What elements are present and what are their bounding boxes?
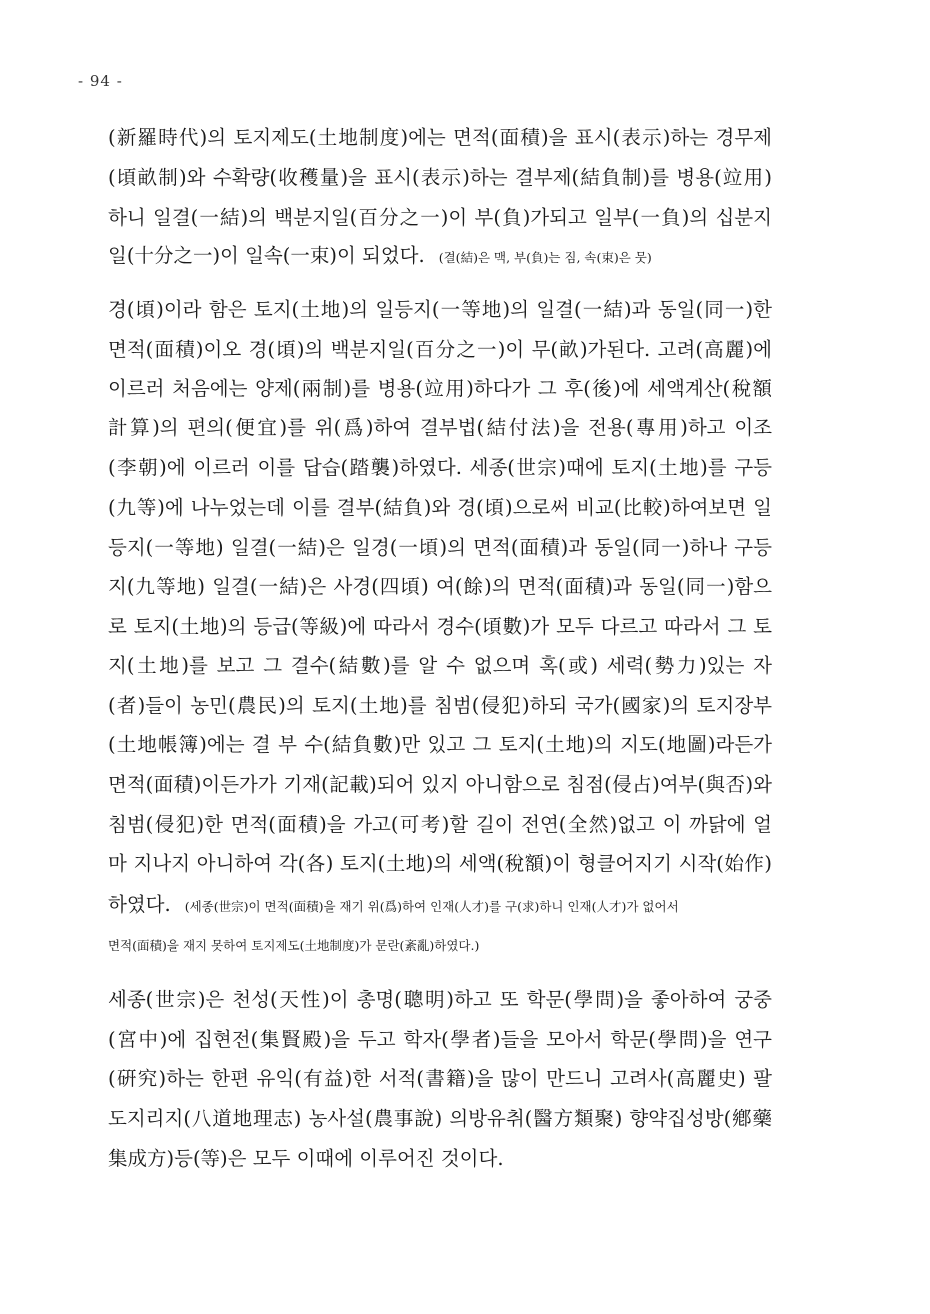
paragraph-3-line: 集成方)등(等)은 모두 이때에 이루어진 것이다. — [108, 1147, 504, 1170]
page-number: - 94 - — [78, 72, 123, 90]
paragraph-2-line: 計算)의 편의(便宜)를 위(爲)하여 결부법(結付法)을 전용(專用)하고 이조 — [108, 416, 772, 439]
paragraph-3-line: 도지리지(八道地理志) 농사설(農事說) 의방유취(醫方類聚) 향약집성방(鄕藥 — [108, 1107, 772, 1130]
paragraph-1-line: (新羅時代)의 토지제도(土地制度)에는 면적(面積)을 표시(表示)하는 경무제 — [108, 126, 772, 149]
paragraph-3-line: (硏究)하는 한편 유익(有益)한 서적(書籍)을 많이 만드니 고려사(高麗史) 팔 — [108, 1067, 772, 1090]
paragraph-2-line: (土地帳簿)에는 결 부 수(結負數)만 있고 그 토지(土地)의 지도(地圖)라든가 — [108, 733, 772, 756]
paragraph-2-line: (九等)에 나누었는데 이를 결부(結負)와 경(頃)으로써 비교(比較)하여보면 일 — [108, 496, 772, 519]
paragraph-2-line: 경(頃)이라 함은 토지(土地)의 일등지(一等地)의 일결(一結)과 동일(同一)한 — [108, 298, 772, 321]
paragraph-1-line: 하니 일결(一結)의 백분지일(百分之一)이 부(負)가되고 일부(一負)의 십분지 — [108, 206, 772, 229]
paragraph-2-line: 이르러 처음에는 양제(兩制)를 병용(竝用)하다가 그 후(後)에 세액계산(稅額 — [108, 377, 772, 400]
paragraph-2-line: 로 토지(土地)의 등급(等級)에 따라서 경수(頃數)가 모두 다르고 따라서 그 토 — [108, 615, 772, 638]
paragraph-2-line: (者)들이 농민(農民)의 토지(土地)를 침범(侵犯)하되 국가(國家)의 토지장부 — [108, 694, 772, 717]
paragraph-1-line — [108, 244, 772, 270]
paragraph-2-note: 면적(面積)을 재지 못하여 토지제도(土地制度)가 문란(紊亂)하였다.) — [108, 938, 480, 953]
paragraph-3-line: 세종(世宗)은 천성(天性)이 총명(聰明)하고 또 학문(學問)을 좋아하여 궁중 — [108, 988, 772, 1011]
paragraph-2-line: (李朝)에 이르러 이를 답습(踏襲)하였다. 세종(世宗)때에 토지(土地)를 구등 — [108, 456, 772, 479]
paragraph-2-line — [108, 893, 772, 919]
paragraph-3-line: (宮中)에 집현전(集賢殿)을 두고 학자(學者)들을 모아서 학문(學問)을 연구 — [108, 1028, 772, 1051]
paragraph-2-line: 지(土地)를 보고 그 결수(結數)를 알 수 없으며 혹(或) 세력(勢力)있는 자 — [108, 654, 772, 677]
paragraph-1-note: (결(結)은 맥, 부(負)는 짐, 속(束)은 뭇) — [438, 250, 652, 265]
paragraph-2-line: 마 지나지 아니하여 각(各) 토지(土地)의 세액(稅額)이 형클어지기 시작(始作) — [108, 852, 772, 875]
paragraph-2-line: 지(九等地) 일결(一結)은 사경(四頃) 여(餘)의 면적(面積)과 동일(同一)함으 — [108, 575, 772, 598]
paragraph-2-line: 등지(一等地) 일결(一結)은 일경(一頃)의 면적(面積)과 동일(同一)하나 구등 — [108, 536, 772, 559]
paragraph-2-line: 면적(面積)이오 경(頃)의 백분지일(百分之一)이 무(畝)가된다. 고려(高麗)에 — [108, 338, 772, 361]
paragraph-1-text: 일(十分之一)이 일속(一束)이 되었다. — [108, 244, 425, 267]
paragraph-2-text: 하였다. — [108, 893, 171, 916]
paragraph-2-line: 면적(面積)이든가가 기재(記載)되어 있지 아니함으로 침점(侵占)여부(與否)와 — [108, 773, 772, 796]
paragraph-2-line: 침범(侵犯)한 면적(面積)을 가고(可考)할 길이 전연(全然)없고 이 까닭에 얼 — [108, 813, 772, 836]
paragraph-1-line: (頃畝制)와 수확량(收穫量)을 표시(表示)하는 결부제(結負制)를 병용(竝用) — [108, 166, 772, 189]
paragraph-2-note: (세종(世宗)이 면적(面積)을 재기 위(爲)하여 인재(人才)를 구(求)하니 인재(人才)가 없어서 — [184, 899, 679, 914]
